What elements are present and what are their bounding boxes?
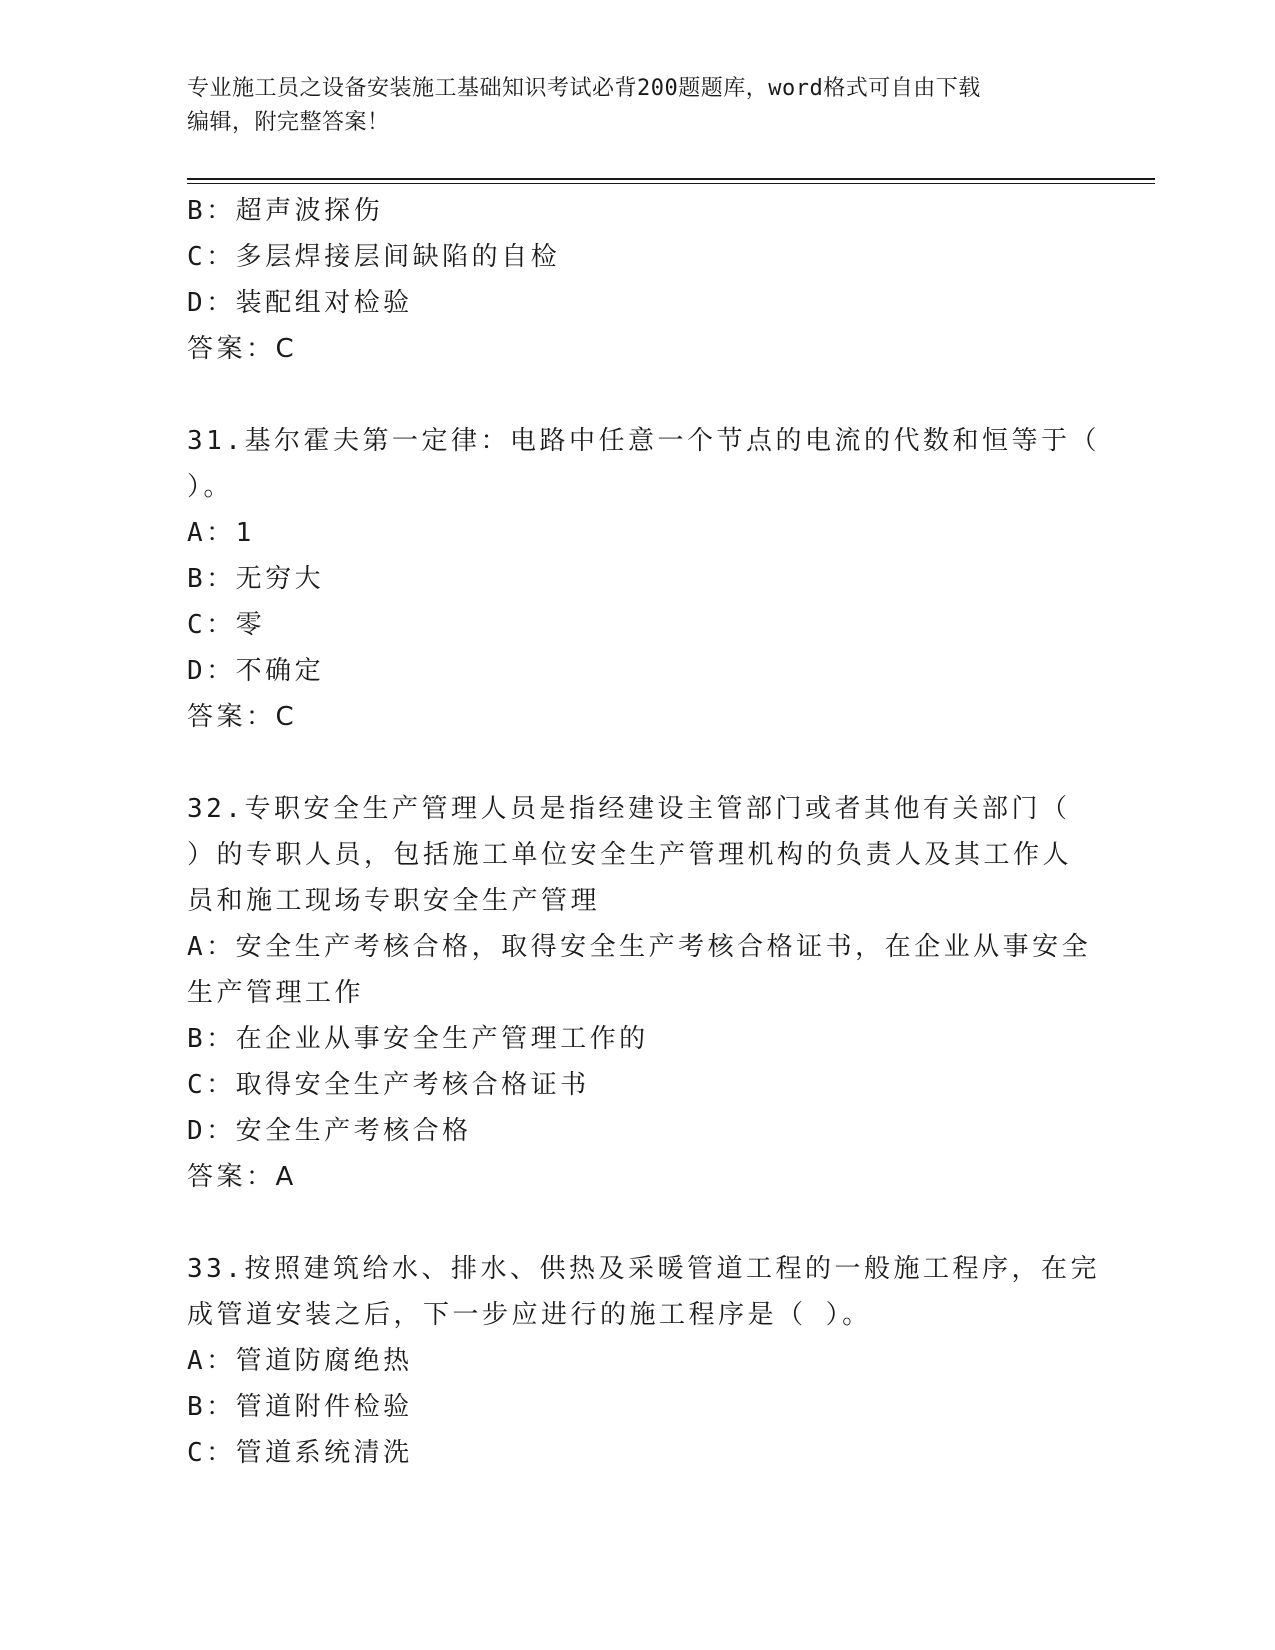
option-c: C：多层焊接层间缺陷的自检 [187,242,561,272]
question-31 [187,418,1100,740]
option-a: A：管道防腐绝热 [187,1346,413,1376]
header-divider-thick [187,178,1155,180]
answer: 答案：C [187,334,298,364]
option-d: D：安全生产考核合格 [187,1116,472,1146]
spacer [187,740,1077,786]
header-title-line2: 编辑，附完整答案！ [187,110,390,135]
option-b: B：无穷大 [187,564,325,594]
question-text-line3: 员和施工现场专职安全生产管理 [187,886,601,916]
question-text-line2: ）。 [187,472,234,502]
option-a-line1: A：安全生产考核合格，取得安全生产考核合格证书，在企业从事安全 [187,932,1092,962]
question-text-line2: 成管道安装之后，下一步应进行的施工程序是（ ）。 [187,1300,872,1330]
option-d: D：装配组对检验 [187,288,413,318]
spacer [187,1200,1077,1246]
question-33 [187,1246,1100,1476]
document-header [187,72,1067,140]
option-a: A：1 [187,518,255,548]
header-divider-thin [187,183,1155,184]
question-32 [187,786,1092,1200]
question-text-line2: ）的专职人员，包括施工单位安全生产管理机构的负责人及其工作人 [187,840,1073,870]
question-text-line1: 31.基尔霍夫第一定律：电路中任意一个节点的电流的代数和恒等于（ [187,426,1100,456]
question-text-line1: 32.专职安全生产管理人员是指经建设主管部门或者其他有关部门（ [187,794,1071,824]
option-b: B：管道附件检验 [187,1392,413,1422]
option-c: C：取得安全生产考核合格证书 [187,1070,590,1100]
option-b: B：在企业从事安全生产管理工作的 [187,1024,649,1054]
question-list [187,188,1100,1476]
question-text-line1: 33.按照建筑给水、排水、供热及采暖管道工程的一般施工程序，在完 [187,1254,1100,1284]
option-b: B：超声波探伤 [187,196,384,226]
spacer [187,372,1077,418]
option-a-line2: 生产管理工作 [187,978,365,1008]
option-c: C：零 [187,610,266,640]
option-c: C：管道系统清洗 [187,1438,413,1468]
question-30 [187,188,1077,372]
answer: 答案：A [187,1162,297,1192]
answer: 答案：C [187,702,298,732]
option-d: D：不确定 [187,656,325,686]
header-title-line1: 专业施工员之设备安装施工基础知识考试必背200题题库，word格式可自由下载 [187,76,981,101]
